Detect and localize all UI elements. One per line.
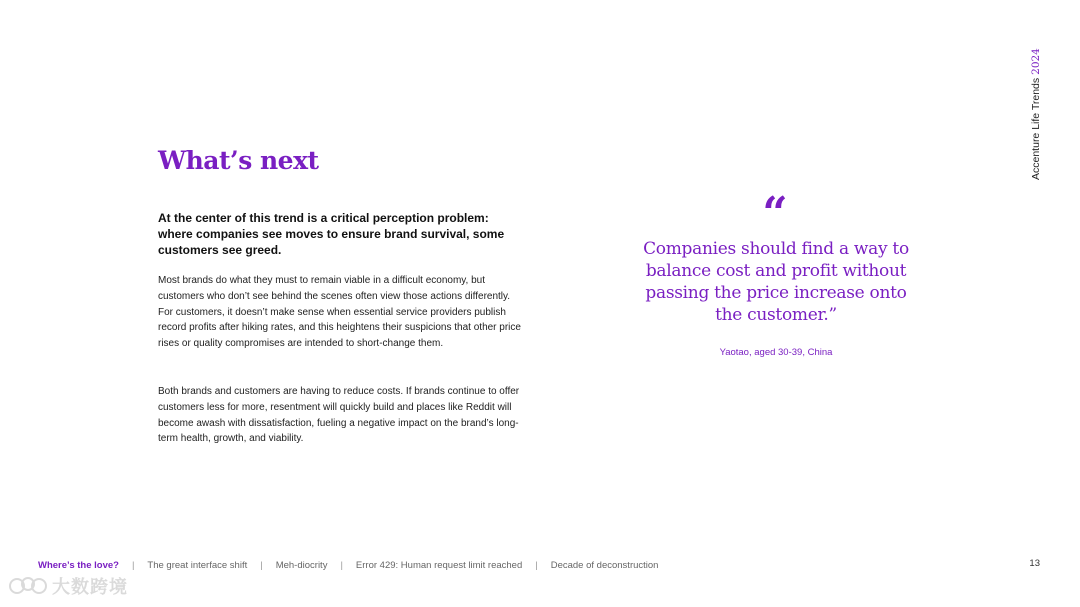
page-number: 13 (1029, 558, 1040, 569)
quote-mark-icon: “ (762, 188, 788, 239)
body-paragraph-1: Most brands do what they must to remain viable in a difficult economy, but customers who don’t see behind the scenes often view those actions differently. For customers, it doesn’t make sense when essential service providers publish record profits after hiking rates, and this heightens their suspicions that other price rises or quality compromises are intended to short-change them. (158, 275, 521, 350)
footer-separator: | (340, 559, 343, 571)
footer-nav-item-error-429[interactable]: Error 429: Human request limit reached (355, 559, 523, 571)
footer-nav-item-meh-diocrity[interactable]: Meh-diocrity (275, 559, 328, 571)
watermark (8, 574, 128, 598)
footer-nav-item-decade-of-deconstruction[interactable]: Decade of deconstruction (550, 559, 659, 571)
lead-paragraph: At the center of this trend is a critical perception problem: where companies see moves to ensure brand survival, some customers see greed. (158, 211, 505, 257)
footer-nav-item-great-interface-shift[interactable]: The great interface shift (147, 559, 248, 571)
footer-separator: | (131, 559, 135, 571)
watermark-text: 大数跨境 (52, 577, 128, 597)
chat-bubbles-logo-icon (8, 575, 48, 597)
pull-quote: Companies should find a way to balance cost and profit without passing the price increase onto the customer.” (643, 239, 909, 325)
footer-separator: | (260, 559, 263, 571)
footer-separator: | (535, 559, 538, 571)
footer-nav-item-wheres-the-love[interactable]: Where’s the love? (38, 559, 119, 571)
side-brand-label (1028, 30, 1044, 180)
brand-year: 2024 (1030, 48, 1042, 75)
page-title: What’s next (158, 146, 319, 175)
brand-name: Accenture Life Trends (1030, 77, 1042, 180)
body-paragraph-2: Both brands and customers are having to reduce costs. If brands continue to offer customers less for more, resentment will quickly build and places like Reddit will become awash with dissatisfaction, fueling a negative impact on the brand’s long-term health, growth, and viability. (158, 386, 520, 445)
quote-attribution: Yaotao, aged 30-39, China (719, 347, 833, 358)
footer-nav (38, 558, 658, 572)
